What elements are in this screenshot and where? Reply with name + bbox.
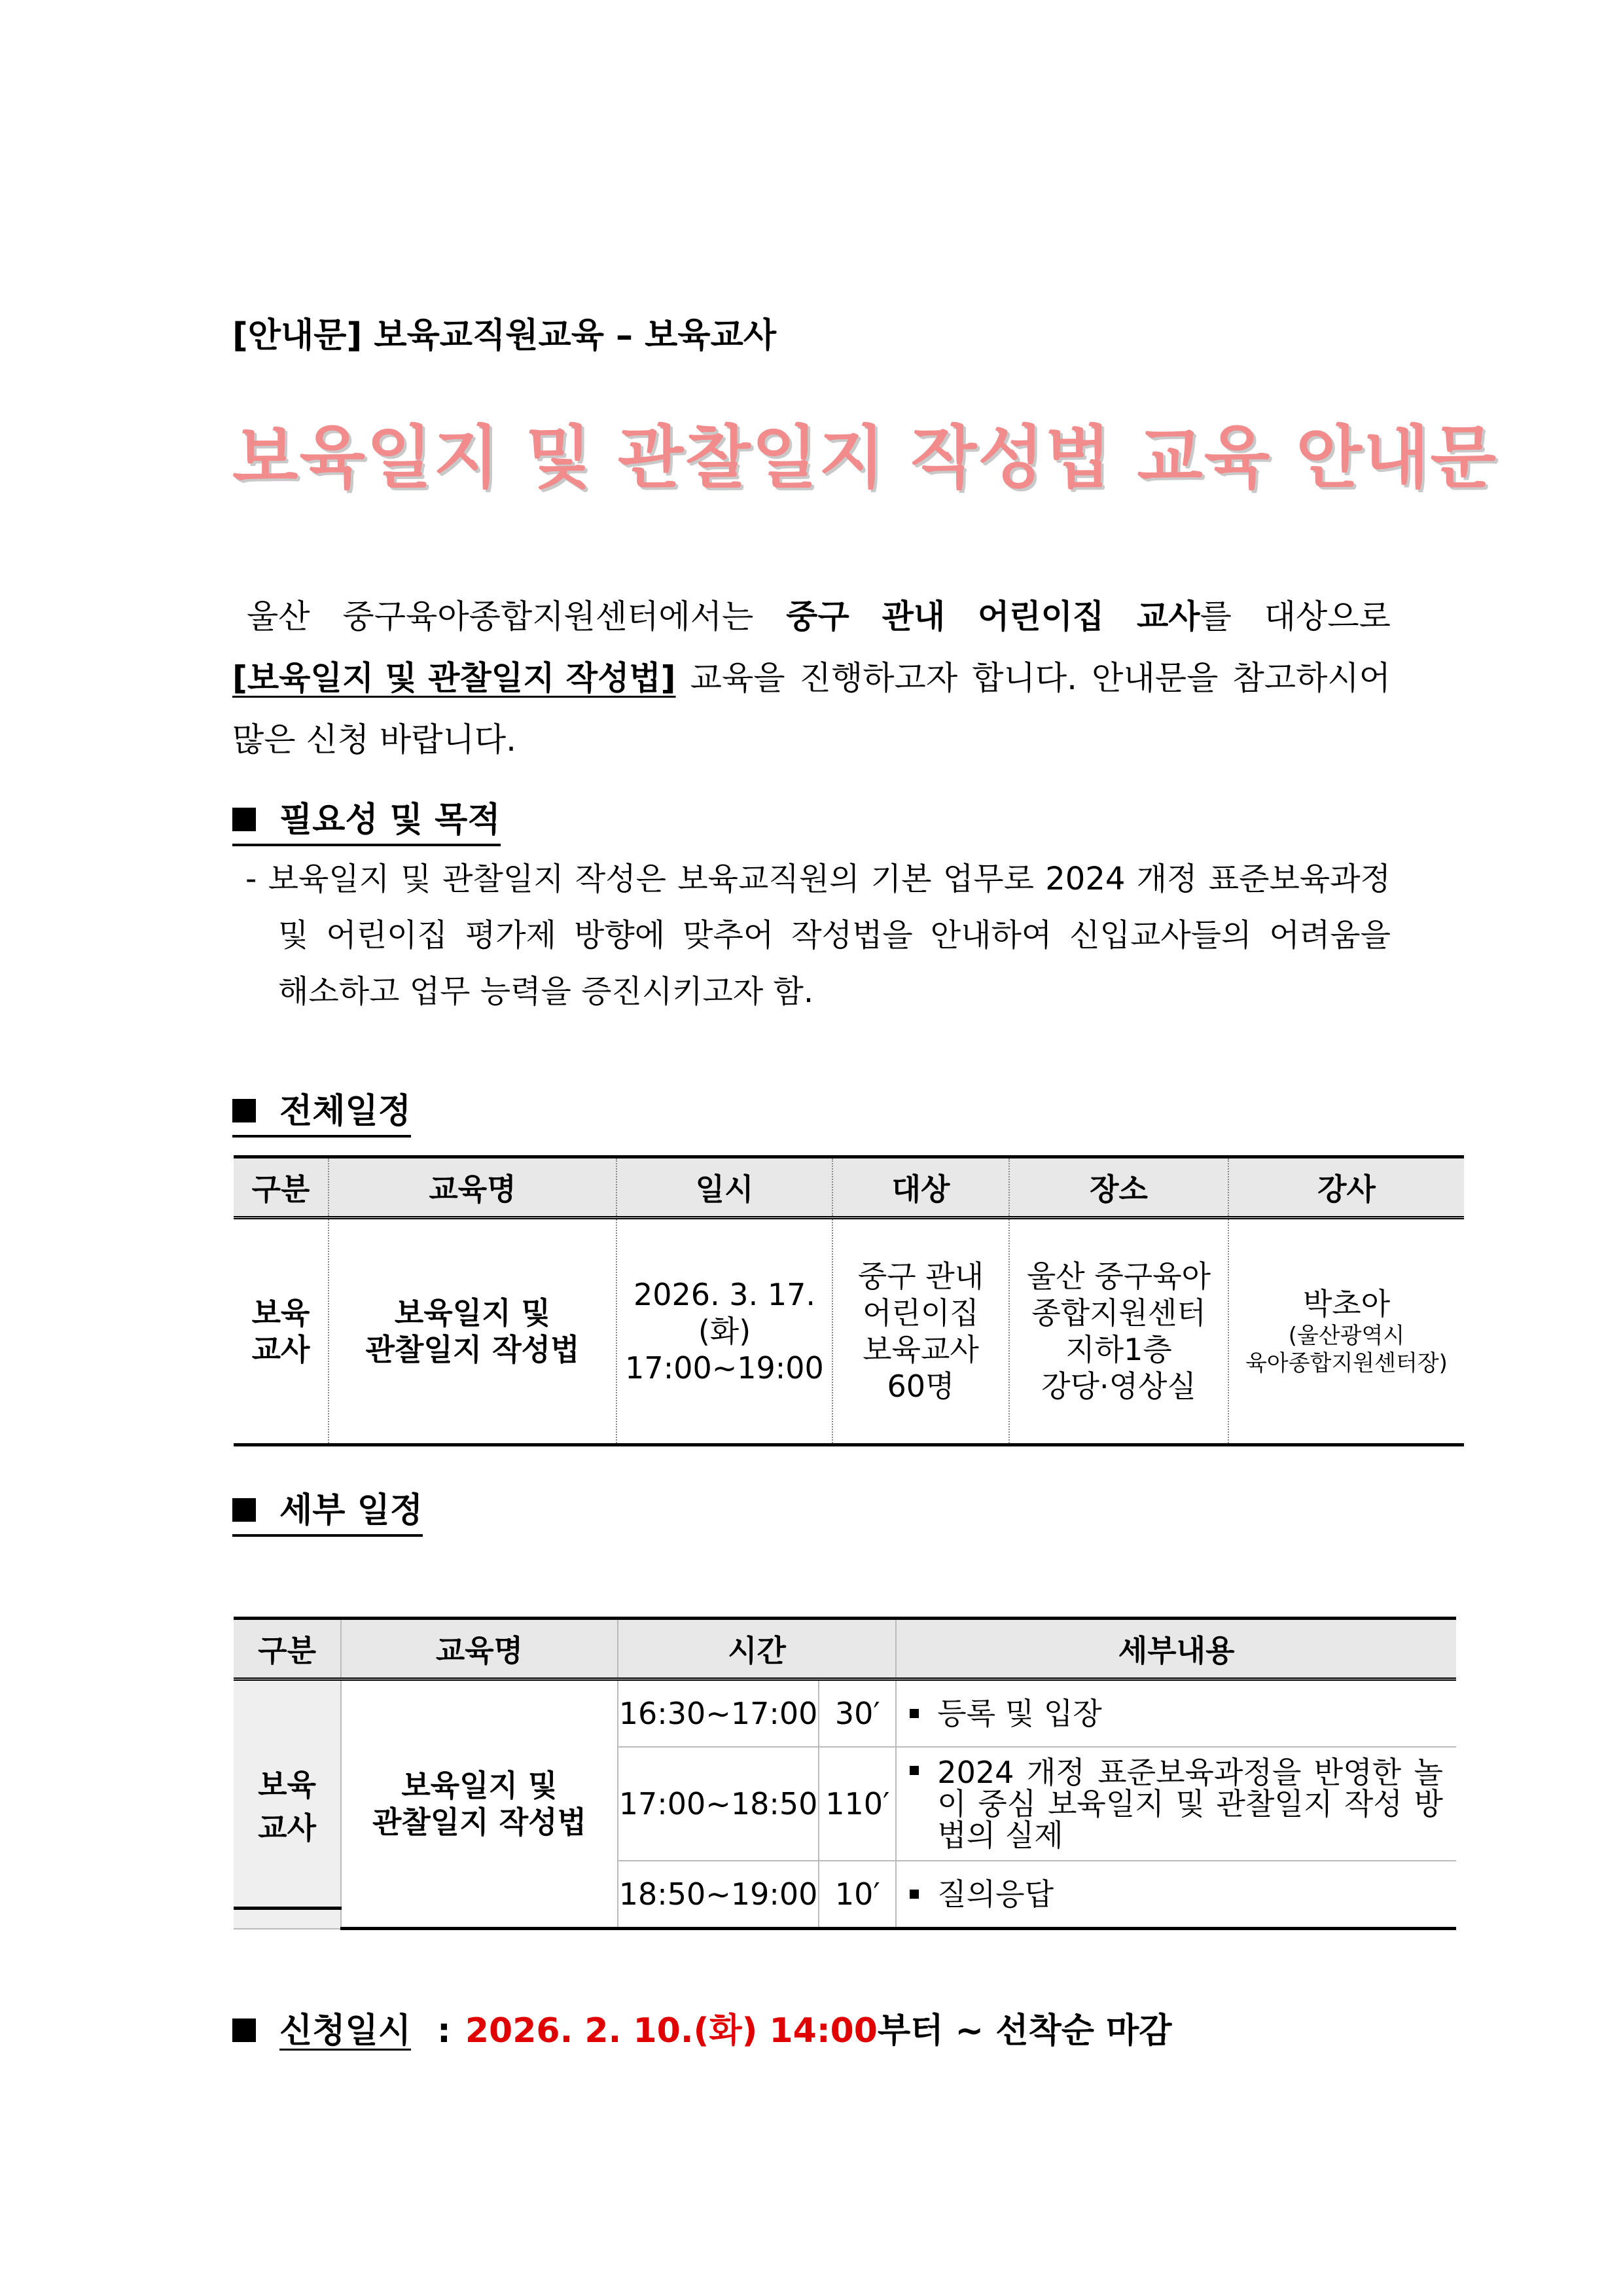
- duration-cell: 10′: [819, 1861, 896, 1929]
- detail-schedule-table: [234, 1617, 1456, 1930]
- table-header: 일시: [616, 1157, 832, 1218]
- section-title: 세부 일정: [279, 1491, 423, 1530]
- square-bullet-icon: [232, 808, 256, 831]
- datetime-cell: [616, 1218, 832, 1445]
- cell-line: 보육: [251, 1295, 310, 1331]
- purpose-word: 및: [401, 861, 431, 897]
- purpose-word: 해소하고 업무 능력을 증진시키고자 함.: [278, 973, 814, 1010]
- page-title: 보육일지 및 관찰일지 작성법 교육 안내문: [232, 418, 1497, 497]
- purpose-line: [245, 907, 1391, 963]
- cell-line: 보육일지 및: [394, 1295, 551, 1331]
- cell-line: 중구 관내: [857, 1259, 984, 1294]
- intro-paragraph: [232, 586, 1391, 770]
- intro-word: 를: [1200, 598, 1232, 636]
- cell-line: 2026. 3. 17.(화): [633, 1277, 815, 1349]
- purpose-text: [245, 851, 1391, 1020]
- purpose-section-heading: [232, 792, 501, 841]
- purpose-word: 평가제: [465, 917, 556, 954]
- cell-line: 60명: [887, 1369, 955, 1404]
- cell-line: 어린이집: [863, 1295, 979, 1331]
- detail-text: 2024 개정 표준보육과정을 반영한 놀이 중심 보육일지 및 관찰일지 작성 방법의 실제: [937, 1755, 1443, 1853]
- intro-word: 참고하시어: [1232, 659, 1391, 697]
- purpose-word: 신입교사들의: [1069, 917, 1252, 954]
- intro-word: 교육을: [690, 659, 785, 697]
- cell-line: 교사: [251, 1332, 310, 1367]
- lecturer-name: 박초아: [1302, 1286, 1391, 1321]
- duration-cell: 30′: [819, 1679, 896, 1748]
- schedule-section-heading: [232, 1083, 411, 1132]
- detail-text: 등록 및 입장: [937, 1696, 1102, 1731]
- table-header-row: [234, 1619, 1456, 1679]
- intro-word: 중구육아종합지원센터에서는: [342, 598, 754, 636]
- target-cell: [832, 1218, 1009, 1445]
- square-bullet-icon: [910, 1709, 919, 1718]
- time-cell: 17:00~18:50: [618, 1747, 819, 1861]
- table-header: 교육명: [341, 1619, 618, 1679]
- table-header-row: [234, 1157, 1464, 1218]
- cell-line: 울산 중구육아: [1026, 1259, 1211, 1294]
- table-header: 대상: [832, 1157, 1009, 1218]
- purpose-word: 보육일지: [268, 861, 390, 897]
- table-header: 강사: [1228, 1157, 1464, 1218]
- purpose-line: [245, 963, 1391, 1020]
- intro-word: 진행하고자: [799, 659, 958, 697]
- table-header: 세부내용: [896, 1619, 1456, 1679]
- section-title: 필요성 및 목적: [279, 800, 501, 840]
- purpose-word: 기본: [870, 861, 932, 897]
- purpose-word: 개정: [1136, 861, 1198, 897]
- lecturer-title: 육아종합지원센터장): [1245, 1350, 1448, 1376]
- cell-line: 지하1층: [1065, 1332, 1172, 1367]
- intro-word: 어린이집: [977, 598, 1105, 636]
- purpose-word: 어려움을: [1269, 917, 1391, 954]
- detail-cell: [896, 1679, 1456, 1748]
- time-cell: 16:30~17:00: [618, 1679, 819, 1748]
- course-name-highlight: [보육일지 및 관찰일지 작성법]: [232, 659, 676, 697]
- table-header: 장소: [1009, 1157, 1228, 1218]
- purpose-word: 2024: [1045, 861, 1126, 897]
- category-cell: [234, 1218, 329, 1445]
- intro-word: 안내문을: [1092, 659, 1219, 697]
- apply-suffix: 부터 ~ 선착순 마감: [877, 2011, 1172, 2051]
- square-bullet-icon: [232, 1498, 256, 1522]
- apply-label: 신청일시: [279, 2011, 411, 2051]
- purpose-word: 작성은: [575, 861, 666, 897]
- course-name-cell: [341, 1679, 618, 1929]
- place-cell: [1009, 1218, 1228, 1445]
- square-bullet-icon: [910, 1890, 919, 1899]
- purpose-word: -: [245, 861, 257, 897]
- purpose-word: 표준보육과정: [1208, 861, 1391, 897]
- table-row: [234, 1679, 1456, 1748]
- table-header: 교육명: [329, 1157, 616, 1218]
- application-date-line: [232, 2003, 1172, 2052]
- purpose-word: 안내하여: [930, 917, 1052, 954]
- course-name-cell: [329, 1218, 616, 1445]
- cell-line: 보육: [258, 1767, 317, 1803]
- intro-word: 중구: [786, 598, 849, 636]
- purpose-word: 및: [278, 917, 309, 954]
- purpose-word: 관찰일지: [442, 861, 564, 897]
- lecturer-title: (울산광역시: [1288, 1323, 1405, 1349]
- notice-header: [안내문] 보육교직원교육 – 보육교사: [232, 316, 777, 355]
- cell-line: 강당·영상실: [1041, 1369, 1196, 1404]
- table-header: 구분: [234, 1157, 329, 1218]
- cell-line: 관찰일지 작성법: [372, 1804, 587, 1840]
- square-bullet-icon: [232, 2018, 256, 2042]
- intro-word: 관내: [882, 598, 946, 636]
- cell-line: 관찰일지 작성법: [365, 1332, 580, 1367]
- cell-line: 종합지원센터: [1031, 1295, 1206, 1331]
- duration-cell: 110′: [819, 1747, 896, 1861]
- purpose-word: 어린이집: [326, 917, 448, 954]
- cell-line: 교사: [258, 1810, 317, 1846]
- square-bullet-icon: [232, 1099, 256, 1122]
- cell-line: 보육교사: [863, 1332, 979, 1367]
- detail-section-heading: [232, 1482, 423, 1532]
- apply-colon: :: [437, 2011, 451, 2051]
- intro-word: 합니다.: [972, 659, 1078, 697]
- time-cell: 18:50~19:00: [618, 1861, 819, 1929]
- square-bullet-icon: [910, 1766, 919, 1775]
- detail-text: 질의응답: [937, 1876, 1054, 1912]
- intro-word: 교사: [1137, 598, 1200, 636]
- intro-word: 울산: [247, 598, 310, 636]
- detail-cell: [896, 1861, 1456, 1929]
- intro-word: 대상으로: [1264, 598, 1391, 636]
- purpose-word: 보육교직원의: [677, 861, 860, 897]
- apply-date: 2026. 2. 10.(화) 14:00: [465, 2011, 878, 2051]
- purpose-word: 방향에: [574, 917, 666, 954]
- section-title: 전체일정: [279, 1092, 411, 1131]
- cell-line: 17:00~19:00: [625, 1350, 824, 1386]
- table-row: [234, 1218, 1464, 1445]
- intro-word: 많은 신청 바랍니다.: [232, 721, 517, 759]
- lecturer-cell: [1228, 1218, 1464, 1445]
- purpose-word: 업무로: [942, 861, 1034, 897]
- overall-schedule-table: [234, 1155, 1464, 1446]
- detail-cell: [896, 1747, 1456, 1861]
- purpose-line: [245, 851, 1391, 907]
- category-cell-bottom-rule: [234, 1677, 342, 1910]
- table-header: 시간: [618, 1619, 897, 1679]
- purpose-word: 맞추어: [683, 917, 774, 954]
- cell-line: 보육일지 및: [401, 1768, 558, 1803]
- purpose-word: 작성법을: [791, 917, 913, 954]
- table-header: 구분: [234, 1619, 341, 1679]
